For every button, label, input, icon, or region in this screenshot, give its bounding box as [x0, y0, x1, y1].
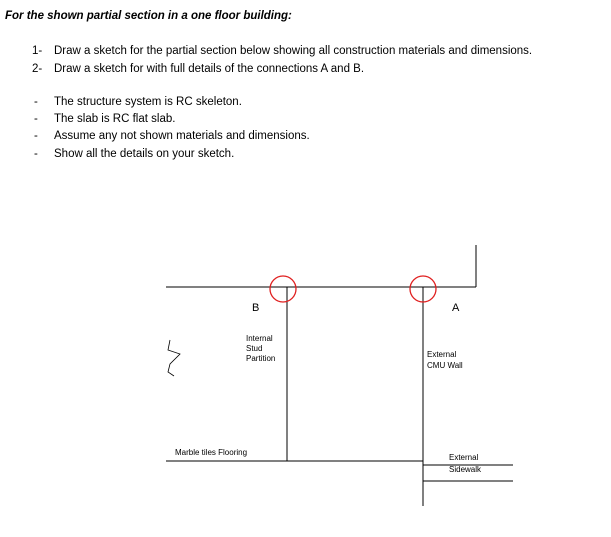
note-4-text: Show all the details on your sketch.: [54, 148, 235, 160]
label-connection-b: B: [252, 302, 260, 314]
note-1-dash: -: [34, 96, 38, 108]
note-1-text: The structure system is RC skeleton.: [54, 96, 242, 108]
label-partition: [246, 334, 275, 364]
label-partition-line2: Stud: [246, 344, 263, 353]
heading: For the shown partial section in a one floor building:: [5, 10, 292, 22]
label-partition-line1: Internal: [246, 334, 273, 343]
label-cmu-line2: CMU Wall: [427, 361, 463, 370]
task-1-number: 1-: [32, 45, 43, 57]
task-2-text: Draw a sketch for with full details of the connections A and B.: [54, 63, 365, 75]
note-2-dash: -: [34, 113, 38, 125]
label-flooring: Marble tiles Flooring: [175, 448, 248, 457]
break-symbol: [168, 340, 180, 376]
note-4-dash: -: [34, 148, 38, 160]
label-sidewalk-line2: Sidewalk: [449, 465, 482, 474]
label-sidewalk-line1: External: [449, 453, 479, 462]
label-connection-a: A: [452, 302, 460, 314]
label-sidewalk: [449, 452, 481, 476]
note-2-text: The slab is RC flat slab.: [54, 113, 176, 125]
task-1-text: Draw a sketch for the partial section below showing all construction materials and dimensions.: [54, 45, 533, 57]
label-partition-line3: Partition: [246, 354, 276, 363]
connection-b-marker: [270, 276, 296, 302]
note-3-dash: -: [34, 130, 38, 142]
task-2-number: 2-: [32, 63, 43, 75]
note-3-text: Assume any not shown materials and dimensions.: [54, 130, 310, 142]
label-cmu-line1: External: [427, 350, 457, 359]
label-cmu: [427, 349, 463, 371]
